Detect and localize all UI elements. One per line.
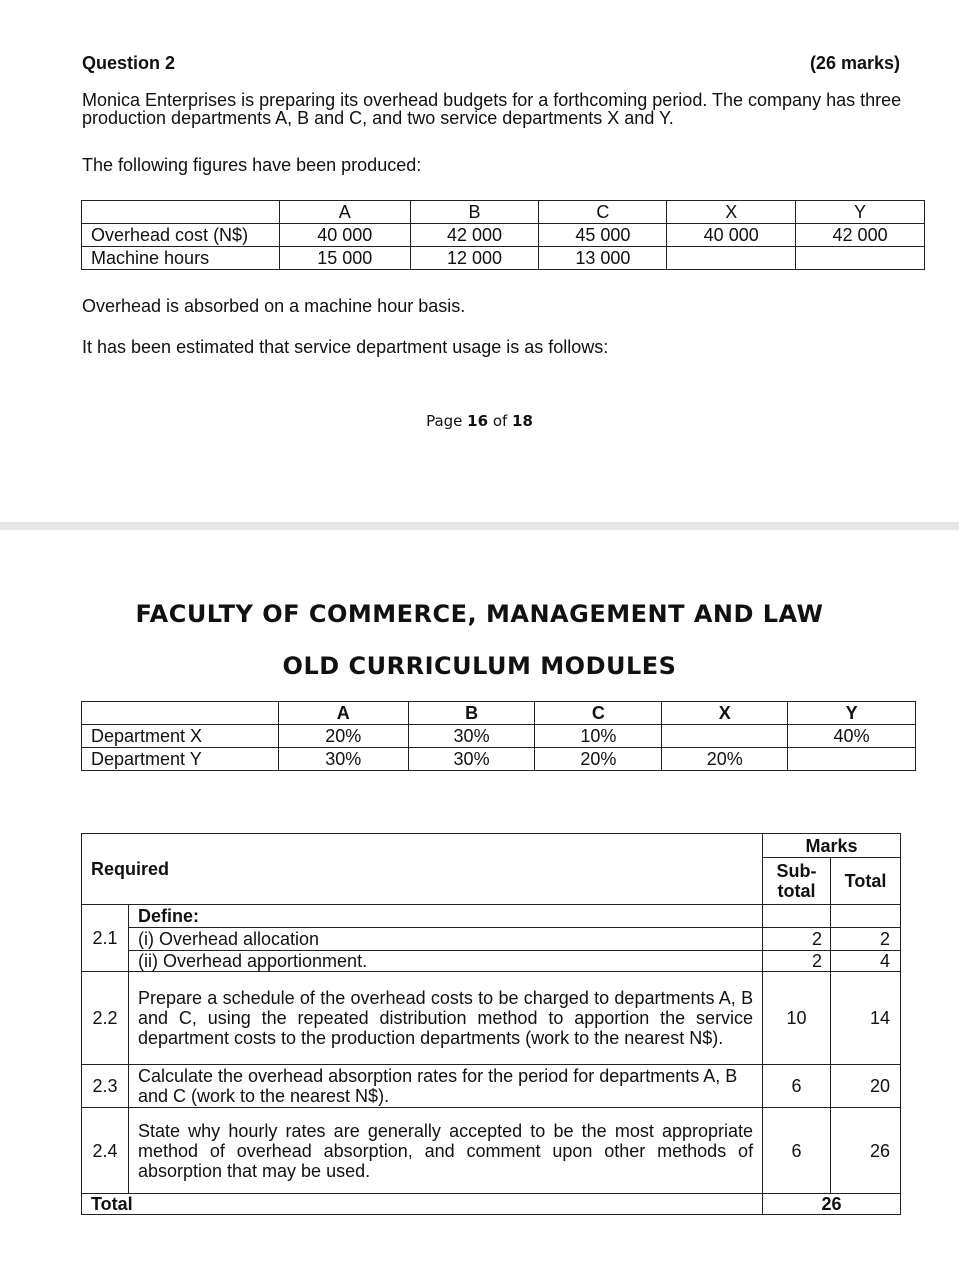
table-row — [82, 201, 925, 224]
page-footer-prefix: Page — [426, 412, 468, 430]
table-header-cell: X — [667, 201, 796, 224]
total-col-label: Total — [831, 858, 901, 905]
table-row — [82, 702, 916, 725]
subtotal-cell: 2 — [763, 928, 831, 951]
table-cell: 30% — [408, 725, 535, 748]
table-header-cell: X — [662, 702, 788, 725]
table-header-cell: Y — [796, 201, 925, 224]
table-header-cell: C — [539, 201, 667, 224]
question-text: (ii) Overhead apportionment. — [128, 951, 762, 972]
table-row — [82, 1108, 901, 1194]
question-text: State why hourly rates are generally accepted to be the most appropriate method of overhead absorption, and comment upon other methods of absorption that may be used. — [128, 1108, 762, 1194]
table-cell: 42 000 — [796, 224, 925, 247]
table-row — [82, 247, 925, 270]
table-cell: 20% — [662, 748, 788, 771]
table-cell: Overhead cost (N$) — [82, 224, 280, 247]
table-row — [82, 1194, 901, 1215]
subtotal-cell: 6 — [763, 1065, 831, 1108]
figures-intro: The following figures have been produced: — [82, 155, 422, 175]
total-cell: 26 — [831, 1108, 901, 1194]
subtotal-label: Sub-total — [763, 858, 831, 905]
table-cell: 30% — [278, 748, 408, 771]
table-cell: 40% — [788, 725, 916, 748]
table-cell: Department X — [82, 725, 279, 748]
required-table — [81, 833, 901, 1215]
table-cell — [788, 748, 916, 771]
question-text: Prepare a schedule of the overhead costs to be charged to departments A, B and C, using the repeated distribution method to apportion the service department costs to the production departments (work to the nearest N$). — [128, 972, 762, 1065]
page-footer — [0, 412, 959, 430]
table-cell: 12 000 — [410, 247, 539, 270]
question-number: 2.2 — [82, 972, 129, 1065]
subtotal-cell: 2 — [763, 951, 831, 972]
marks-label: Marks — [763, 834, 901, 858]
table-header-cell: Y — [788, 702, 916, 725]
table-cell — [82, 702, 279, 725]
table-row — [82, 928, 901, 951]
table-cell: 15 000 — [279, 247, 410, 270]
question-number: 2.3 — [82, 1065, 129, 1108]
table-cell — [831, 905, 901, 928]
table-row — [82, 748, 916, 771]
total-cell: 4 — [831, 951, 901, 972]
question-number: 2.4 — [82, 1108, 129, 1194]
table-cell: 40 000 — [279, 224, 410, 247]
define-label: Define: — [128, 905, 762, 928]
table-cell: 42 000 — [410, 224, 539, 247]
table-header-cell: C — [535, 702, 662, 725]
table-cell: 13 000 — [539, 247, 667, 270]
table-cell — [796, 247, 925, 270]
table-cell: Department Y — [82, 748, 279, 771]
table-row — [82, 951, 901, 972]
question-intro: Monica Enterprises is preparing its overhead budgets for a forthcoming period. The company has three production departments A, B and C, and two service departments X and Y. — [82, 90, 902, 128]
page-total: 18 — [512, 412, 533, 430]
table-header-cell: A — [279, 201, 410, 224]
table-cell: 20% — [535, 748, 662, 771]
table-header-cell: B — [410, 201, 539, 224]
table-cell — [662, 725, 788, 748]
table-header-cell: B — [408, 702, 535, 725]
total-cell: 20 — [831, 1065, 901, 1108]
table-cell: 10% — [535, 725, 662, 748]
table-cell: 20% — [278, 725, 408, 748]
table-row — [82, 725, 916, 748]
question-number: 2.1 — [82, 905, 129, 972]
usage-intro: It has been estimated that service department usage is as follows: — [82, 337, 609, 357]
absorption-note: Overhead is absorbed on a machine hour basis. — [82, 296, 466, 316]
question-marks: (26 marks) — [809, 53, 900, 73]
table-row — [82, 972, 901, 1065]
question-title: Question 2 — [82, 53, 176, 73]
page-footer-middle: of — [488, 412, 513, 430]
table-cell: Machine hours — [82, 247, 280, 270]
table-cell: 30% — [408, 748, 535, 771]
table-row — [82, 834, 901, 858]
table-row — [82, 224, 925, 247]
curriculum-heading: OLD CURRICULUM MODULES — [282, 652, 677, 680]
question-text: (i) Overhead allocation — [128, 928, 762, 951]
subtotal-cell: 6 — [763, 1108, 831, 1194]
grand-total: 26 — [763, 1194, 901, 1215]
table-cell: 45 000 — [539, 224, 667, 247]
table-cell — [667, 247, 796, 270]
total-cell: 2 — [831, 928, 901, 951]
table-cell: 40 000 — [667, 224, 796, 247]
subtotal-cell: 10 — [763, 972, 831, 1065]
table-cell — [82, 201, 280, 224]
question-text: Calculate the overhead absorption rates for the period for departments A, B and C (work to the nearest N$). — [128, 1065, 762, 1108]
page-current: 16 — [467, 412, 489, 430]
total-cell: 14 — [831, 972, 901, 1065]
table-header-cell: A — [278, 702, 408, 725]
usage-table — [81, 701, 916, 771]
total-label: Total — [82, 1194, 763, 1215]
table-row — [82, 905, 901, 928]
required-label: Required — [82, 834, 763, 905]
table-cell — [763, 905, 831, 928]
page-separator — [0, 522, 959, 530]
figures-table — [81, 200, 925, 270]
table-row — [82, 1065, 901, 1108]
faculty-heading: FACULTY OF COMMERCE, MANAGEMENT AND LAW — [135, 600, 824, 628]
